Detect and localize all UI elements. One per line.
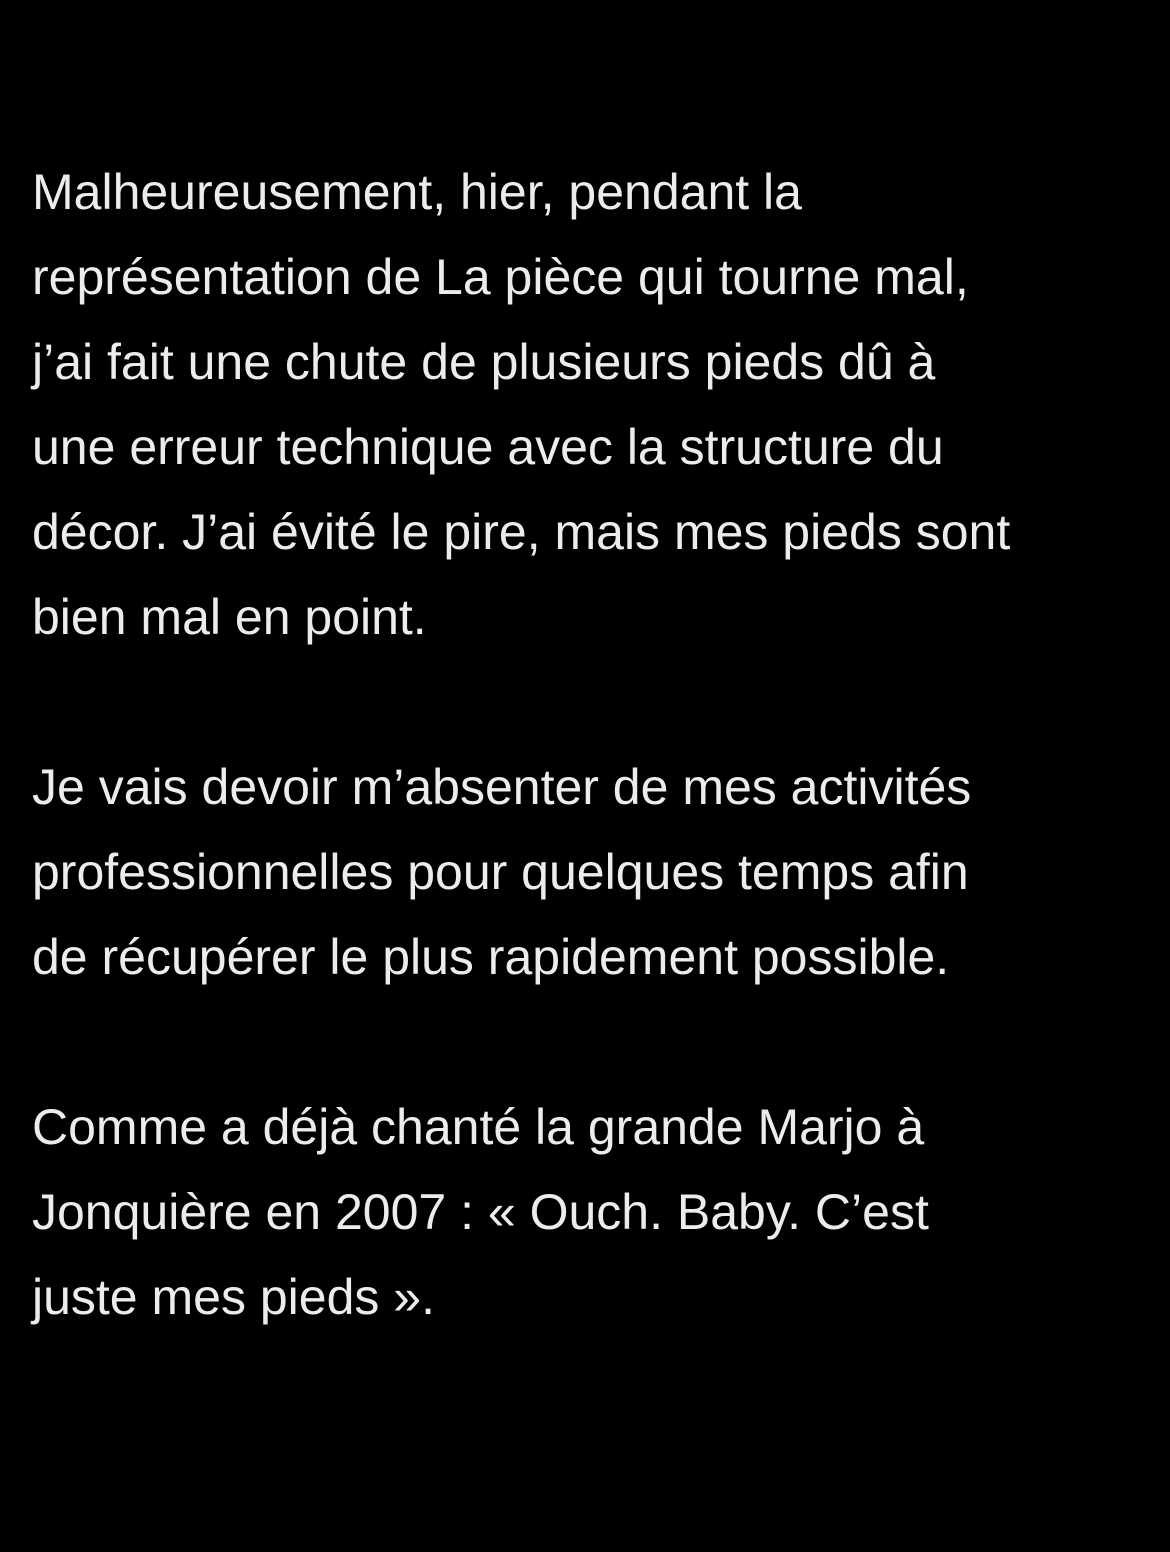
note-body <box>32 150 1142 1425</box>
text-line: professionnelles pour quelques temps afin <box>32 844 969 900</box>
text-line: juste mes pieds ». <box>32 1269 435 1325</box>
paragraph-accident <box>32 150 1142 660</box>
text-line: représentation de La pièce qui tourne mal, <box>32 249 969 305</box>
text-line: décor. J’ai évité le pire, mais mes pieds sont <box>32 504 1011 560</box>
text-line: Malheureusement, hier, pendant la <box>32 164 802 220</box>
text-line: de récupérer le plus rapidement possible. <box>32 929 950 985</box>
paragraph-absence <box>32 745 1142 1000</box>
text-line: Jonquière en 2007 : « Ouch. Baby. C’est <box>32 1184 929 1240</box>
paragraph-quote <box>32 1085 1142 1340</box>
text-line: j’ai fait une chute de plusieurs pieds dû à <box>32 334 936 390</box>
text-line: Comme a déjà chanté la grande Marjo à <box>32 1099 925 1155</box>
text-line: une erreur technique avec la structure du <box>32 419 944 475</box>
text-line: bien mal en point. <box>32 589 427 645</box>
text-line: Je vais devoir m’absenter de mes activités <box>32 759 972 815</box>
